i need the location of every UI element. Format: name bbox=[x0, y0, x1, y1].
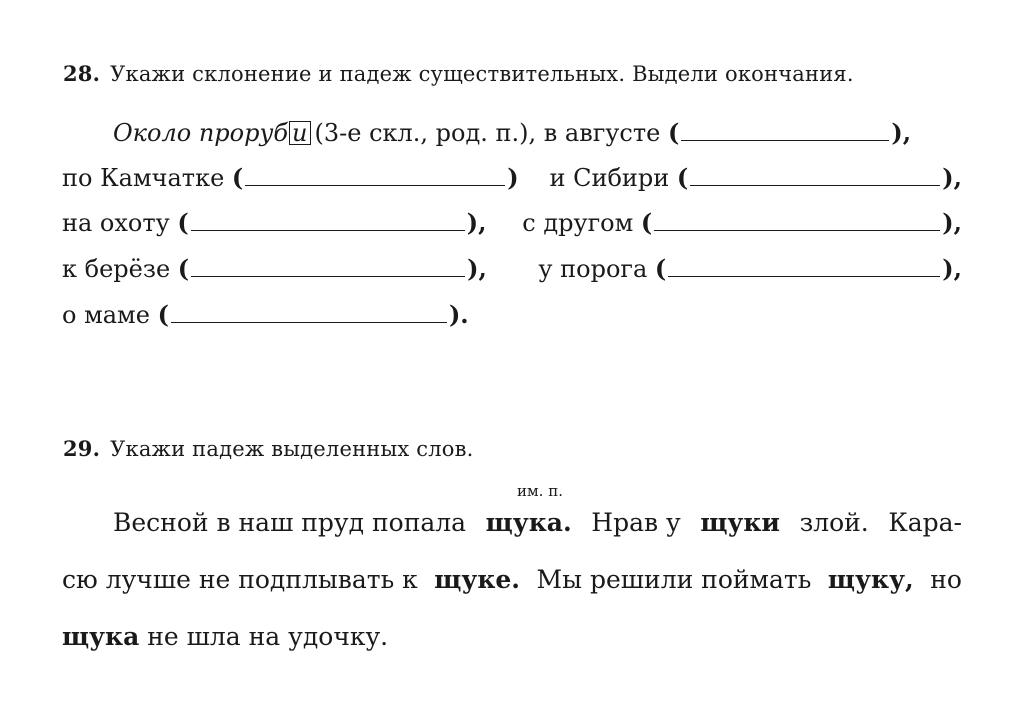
highlighted-word: щука. bbox=[485, 508, 572, 537]
highlighted-word: щуки bbox=[700, 508, 780, 537]
task-number: 29. bbox=[63, 436, 101, 461]
paren-open: ( bbox=[177, 254, 190, 283]
task-29-heading bbox=[63, 436, 474, 461]
answer-blank[interactable] bbox=[245, 167, 505, 186]
example-answer: (3-е скл., род. п.), bbox=[314, 119, 537, 147]
paren-open: ( bbox=[231, 163, 244, 192]
text-segment: сю лучше не подплывать к bbox=[62, 565, 418, 594]
item-text: и Сибири bbox=[549, 164, 670, 192]
task-28-line-1 bbox=[113, 118, 962, 148]
task-28-line-2 bbox=[62, 163, 962, 193]
item-text: в августе bbox=[543, 119, 661, 147]
paren-close: ) bbox=[507, 163, 519, 192]
paren-open: ( bbox=[676, 163, 689, 192]
task-29-text-line-2 bbox=[62, 565, 962, 595]
task-28-heading bbox=[63, 61, 854, 86]
item-text: к берёзе bbox=[62, 255, 171, 283]
answer-blank[interactable] bbox=[654, 212, 940, 231]
paren-open: ( bbox=[667, 118, 680, 147]
highlighted-word: щука bbox=[62, 622, 140, 651]
paren-close: ), bbox=[942, 208, 962, 237]
paren-open: ( bbox=[654, 254, 667, 283]
paren-open: ( bbox=[640, 208, 653, 237]
answer-blank[interactable] bbox=[191, 212, 465, 231]
case-hint: им. п. bbox=[517, 482, 563, 500]
answer-blank[interactable] bbox=[191, 258, 465, 277]
item-text: по Камчатке bbox=[62, 164, 225, 192]
text-segment: не шла на удочку. bbox=[147, 622, 389, 651]
text-segment: но bbox=[930, 565, 962, 594]
task-instruction: Укажи падеж выделенных слов. bbox=[110, 437, 474, 461]
item-text: о маме bbox=[62, 301, 150, 329]
paren-close: ), bbox=[466, 208, 487, 237]
paren-close: ), bbox=[942, 254, 962, 283]
text-segment: Весной в наш пруд попала bbox=[113, 508, 467, 537]
text-segment: Нрав у bbox=[591, 508, 681, 537]
example-phrase: Около проруб bbox=[113, 119, 289, 147]
paren-open: ( bbox=[157, 300, 169, 329]
task-28-line-5 bbox=[62, 300, 962, 330]
paren-close: ), bbox=[467, 254, 487, 283]
text-segment: Кара- bbox=[888, 508, 962, 537]
item-text: на охоту bbox=[62, 209, 170, 237]
example-ending-box: и bbox=[289, 121, 310, 145]
paren-close: ), bbox=[891, 118, 912, 147]
answer-blank[interactable] bbox=[668, 258, 940, 277]
answer-blank[interactable] bbox=[171, 304, 447, 323]
task-number: 28. bbox=[63, 61, 101, 86]
task-28-line-4 bbox=[62, 254, 962, 284]
paren-close: ). bbox=[448, 300, 469, 329]
text-segment: злой. bbox=[799, 508, 869, 537]
item-text: с другом bbox=[522, 209, 634, 237]
answer-blank[interactable] bbox=[690, 167, 940, 186]
highlighted-word: щуку, bbox=[827, 565, 914, 594]
paren-open: ( bbox=[177, 208, 189, 237]
task-28-line-3 bbox=[62, 208, 962, 238]
task-instruction: Укажи склонение и падеж существительных. Выдели окончания. bbox=[110, 62, 854, 86]
highlighted-word: щуке. bbox=[434, 565, 521, 594]
text-segment: Мы решили поймать bbox=[536, 565, 812, 594]
paren-close: ), bbox=[942, 163, 962, 192]
item-text: у порога bbox=[538, 255, 648, 283]
answer-blank[interactable] bbox=[681, 122, 889, 141]
task-29-text-line-1 bbox=[113, 508, 962, 538]
task-29-text-line-3 bbox=[62, 622, 962, 652]
